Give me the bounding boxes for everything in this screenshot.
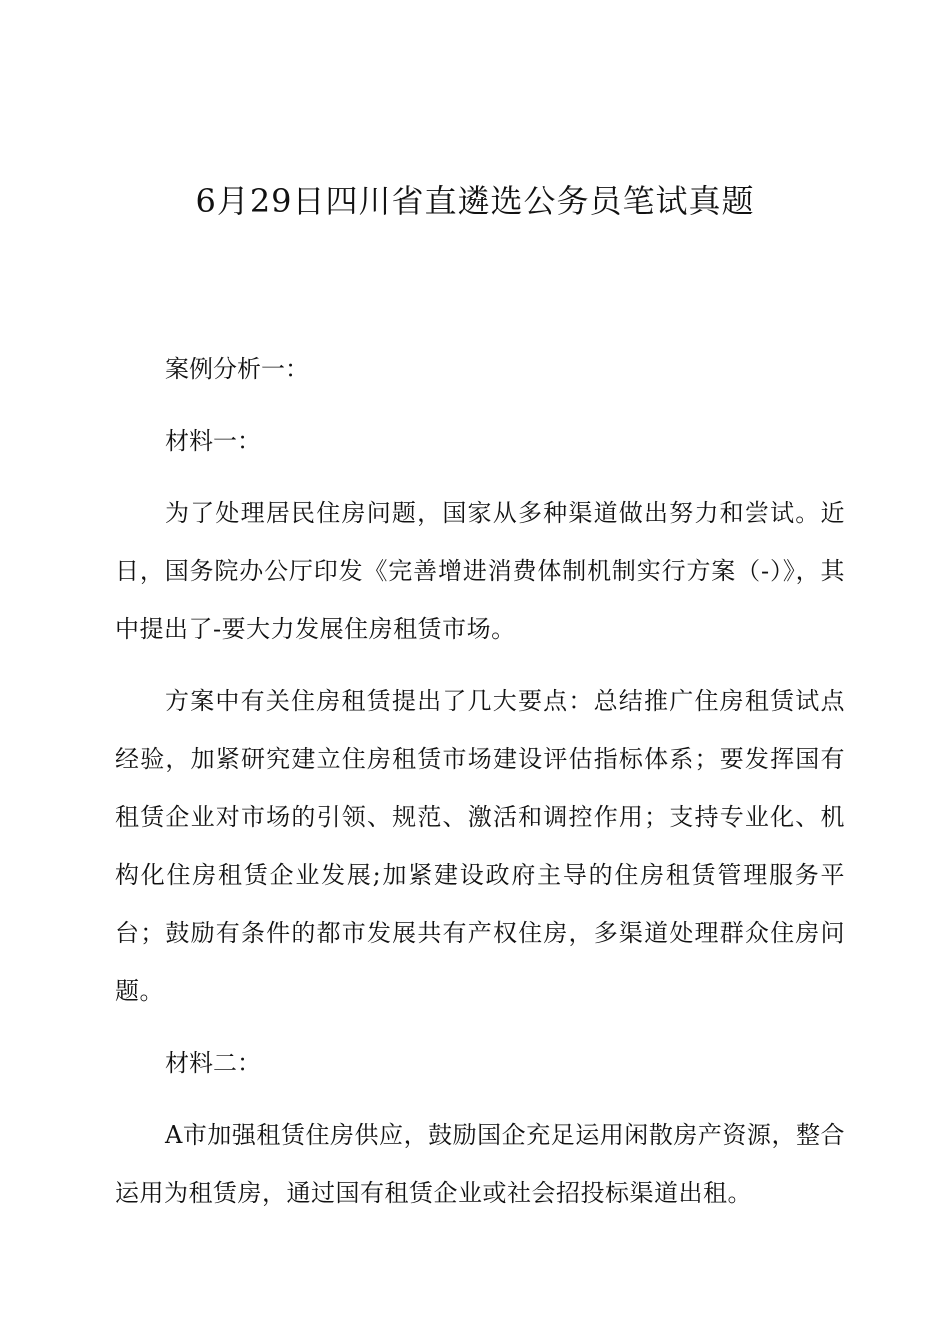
material-one-paragraph-1: 为了处理居民住房问题，国家从多种渠道做出努力和尝试。近日，国务院办公厅印发《完善增进消费体制机制实行方案（-）》，其中提出了-要大力发展住房租赁市场。 <box>115 499 845 643</box>
document-title: 6月29日四川省直遴选公务员笔试真题 <box>195 182 755 220</box>
case-analysis-heading: 案例分析一： <box>165 355 309 383</box>
material-one-paragraph-2: 方案中有关住房租赁提出了几大要点：总结推广住房租赁试点经验，加紧研究建立住房租赁市场建设评估指标体系；要发挥国有租赁企业对市场的引领、规范、激活和调控作用；支持专业化、机构化住房租赁企业发展;加紧建设政府主导的住房租赁管理服务平台；鼓励有条件的都市发展共有产权住房，多渠道处理群众住房问题。 <box>115 687 845 1005</box>
material-one-heading: 材料一： <box>165 427 261 455</box>
material-two-heading: 材料二： <box>165 1049 261 1077</box>
material-two-paragraph-1: A市加强租赁住房供应，鼓励国企充足运用闲散房产资源，整合运用为租赁房，通过国有租赁企业或社会招投标渠道出租。 <box>115 1121 845 1207</box>
document-body <box>115 340 845 1236</box>
